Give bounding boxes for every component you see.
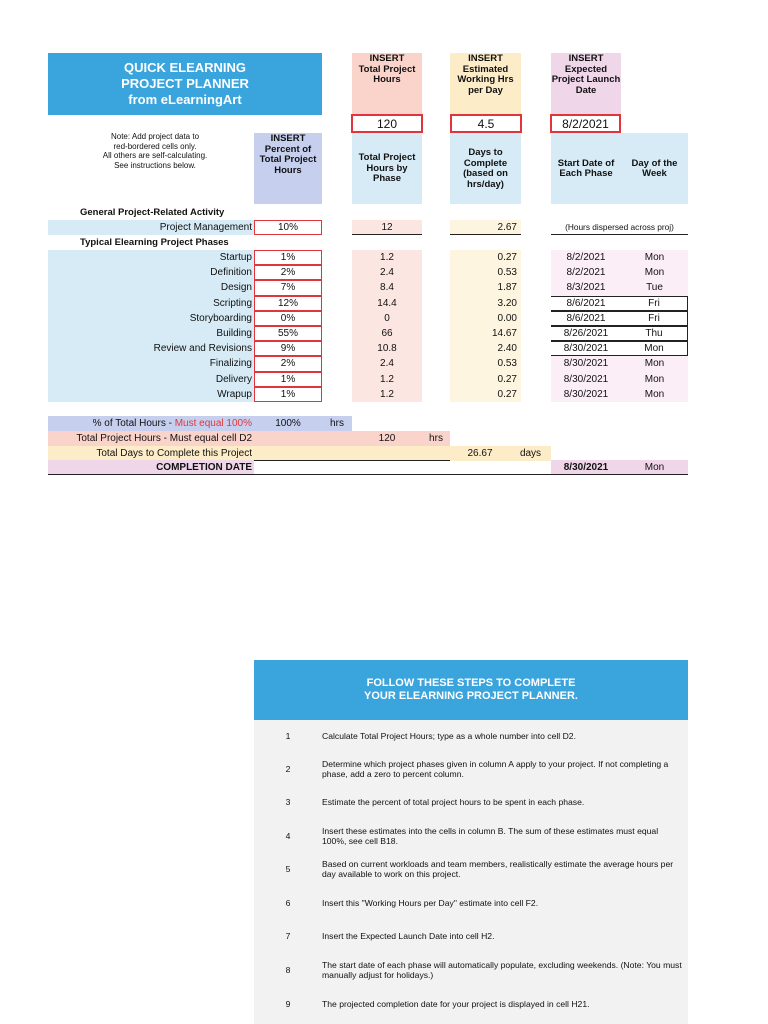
phase-hours: 2.4 <box>352 265 422 280</box>
phase-name: Delivery <box>48 372 254 387</box>
title-line-2: PROJECT PLANNER <box>121 76 249 91</box>
phase-day-of-week: Tue <box>621 280 688 295</box>
step-text: Insert this "Working Hours per Day" estimate into cell F2. <box>322 898 539 909</box>
step-text: Based on current workloads and team members, realistically estimate the average hours per day available to work on this project. <box>322 858 674 879</box>
phase-hours: 0 <box>352 311 422 326</box>
completion-day-of-week: Mon <box>621 460 688 475</box>
percent-input[interactable]: 1% <box>254 372 322 387</box>
summary-days-unit: days <box>510 446 551 461</box>
phase-day-of-week: Mon <box>621 356 688 371</box>
step-number: 1 <box>285 731 291 742</box>
launch-date-input[interactable]: 8/2/2021 <box>550 114 621 133</box>
phase-name: Design <box>48 280 254 295</box>
summary-percent-label: % of Total Hours - Must equal 100% <box>48 416 254 431</box>
table-row <box>48 311 688 326</box>
phase-name: Finalizing <box>48 356 254 371</box>
header-working-hours: INSERT Estimated Working Hrs per Day <box>450 53 521 115</box>
summary-days-row <box>48 446 688 461</box>
table-row <box>48 356 688 371</box>
step-text: Insert these estimates into the cells in column B. The sum of these estimates must equal 100%, see cell B18. <box>322 825 659 846</box>
phase-start-date: 8/3/2021 <box>551 280 621 295</box>
header-start-date: Start Date of Each Phase <box>551 133 621 204</box>
pm-note: (Hours dispersed across proj) <box>551 220 688 235</box>
phase-start-date: 8/26/2021 <box>551 326 621 341</box>
table-row <box>48 326 688 341</box>
phase-day-of-week: Thu <box>621 326 688 341</box>
phase-days: 0.27 <box>450 250 521 265</box>
summary-days-label: Total Days to Complete this Project <box>48 446 254 461</box>
phase-days: 2.40 <box>450 341 521 356</box>
phase-start-date: 8/2/2021 <box>551 265 621 280</box>
completion-date-value: 8/30/2021 <box>551 460 621 475</box>
steps-title: FOLLOW THESE STEPS TO COMPLETE YOUR ELEARNING PROJECT PLANNER. <box>254 660 688 720</box>
list-item <box>254 758 688 780</box>
list-item <box>254 825 688 847</box>
list-item <box>254 728 688 745</box>
phase-day-of-week: Mon <box>621 387 688 402</box>
list-item <box>254 959 688 981</box>
step-number: 8 <box>285 964 291 975</box>
percent-input[interactable]: 7% <box>254 280 322 295</box>
phase-day-of-week: Fri <box>621 311 688 326</box>
planner-title <box>48 53 322 115</box>
phase-hours: 1.2 <box>352 387 422 402</box>
note-text: Note: Add project data to red-bordered cells only. All others are self-calculating. See instructions below. <box>102 132 208 170</box>
phase-day-of-week: Mon <box>621 265 688 280</box>
phase-start-date: 8/6/2021 <box>551 311 621 326</box>
phase-start-date: 8/6/2021 <box>551 296 621 311</box>
table-row <box>48 296 688 311</box>
summary-percent-unit: hrs <box>322 416 352 431</box>
phase-days: 0.53 <box>450 265 521 280</box>
percent-input[interactable]: 12% <box>254 296 322 311</box>
phase-day-of-week: Mon <box>621 250 688 265</box>
step-number: 3 <box>285 797 291 808</box>
header-days-to-complete: Days to Complete (based on hrs/day) <box>450 133 521 204</box>
phase-hours: 14.4 <box>352 296 422 311</box>
step-text: Estimate the percent of total project hours to be spent in each phase. <box>322 797 585 808</box>
step-number: 6 <box>285 898 291 909</box>
table-row <box>48 372 688 387</box>
phase-day-of-week: Mon <box>621 341 688 356</box>
phase-day-of-week: Fri <box>621 296 688 311</box>
step-number: 7 <box>285 931 291 942</box>
header-day-of-week: Day of the Week <box>621 133 688 204</box>
phase-start-date: 8/30/2021 <box>551 356 621 371</box>
phase-name: Startup <box>48 250 254 265</box>
table-row <box>48 341 688 356</box>
list-item <box>254 858 688 880</box>
list-item <box>254 928 688 945</box>
total-hours-input[interactable]: 120 <box>351 114 423 133</box>
summary-hours-value: 120 <box>352 431 422 446</box>
steps-list <box>254 720 688 1024</box>
section-general-label: General Project-Related Activity <box>80 207 225 218</box>
percent-input[interactable]: 2% <box>254 265 322 280</box>
step-text: The projected completion date for your project is displayed in cell H21. <box>322 999 590 1010</box>
phase-days: 0.27 <box>450 387 521 402</box>
percent-input[interactable]: 55% <box>254 326 322 341</box>
phase-name: Storyboarding <box>48 311 254 326</box>
table-row <box>48 280 688 295</box>
phase-days: 0.53 <box>450 356 521 371</box>
table-row <box>48 265 688 280</box>
summary-percent-value: 100% <box>254 416 322 431</box>
header-launch-date: INSERT Expected Project Launch Date <box>551 53 621 115</box>
percent-input[interactable]: 1% <box>254 250 322 265</box>
percent-input[interactable]: 10% <box>254 220 322 235</box>
phase-days: 14.67 <box>450 326 521 341</box>
percent-input[interactable]: 2% <box>254 356 322 371</box>
completion-date-label: COMPLETION DATE <box>48 460 254 475</box>
summary-percent-warning: Must equal 100% <box>174 418 252 429</box>
step-text: Insert the Expected Launch Date into cell H2. <box>322 931 495 942</box>
header-percent: INSERT Percent of Total Project Hours <box>254 133 322 204</box>
list-item <box>254 895 688 912</box>
section-typical-label: Typical Elearning Project Phases <box>80 237 229 248</box>
title-line-1: QUICK ELEARNING <box>123 60 247 75</box>
summary-hours-row <box>48 431 688 446</box>
phase-hours: 1.2 <box>352 250 422 265</box>
table-row <box>48 250 688 265</box>
summary-hours-unit: hrs <box>422 431 450 446</box>
phase-day-of-week: Mon <box>621 372 688 387</box>
step-number: 2 <box>285 763 291 774</box>
step-number: 4 <box>285 830 291 841</box>
working-hours-input[interactable]: 4.5 <box>450 114 522 133</box>
phase-name: Scripting <box>48 296 254 311</box>
phase-start-date: 8/2/2021 <box>551 250 621 265</box>
phase-days: 3.20 <box>450 296 521 311</box>
phase-hours: 1.2 <box>352 372 422 387</box>
percent-input[interactable]: 0% <box>254 311 322 326</box>
step-number: 5 <box>285 863 291 874</box>
phase-start-date: 8/30/2021 <box>551 387 621 402</box>
summary-completion-row <box>48 460 688 475</box>
summary-days-value: 26.67 <box>450 446 510 461</box>
header-hours-by-phase: Total Project Hours by Phase <box>352 133 422 204</box>
phase-hours: 66 <box>352 326 422 341</box>
phase-days: 0.00 <box>450 311 521 326</box>
phase-name: Building <box>48 326 254 341</box>
phase-hours: 8.4 <box>352 280 422 295</box>
phase-hours: 12 <box>352 220 422 235</box>
header-total-project-hours: INSERT Total Project Hours <box>352 53 422 115</box>
percent-input[interactable]: 1% <box>254 387 322 402</box>
phase-name: Project Management <box>48 220 254 235</box>
list-item <box>254 996 688 1013</box>
step-text: Determine which project phases given in column A apply to your project. If not completing a phase, add a zero to percent column. <box>322 758 669 779</box>
percent-input[interactable]: 9% <box>254 341 322 356</box>
phase-days: 0.27 <box>450 372 521 387</box>
phase-hours: 10.8 <box>352 341 422 356</box>
phase-days: 2.67 <box>450 220 521 235</box>
phase-days: 1.87 <box>450 280 521 295</box>
step-text: Calculate Total Project Hours; type as a whole number into cell D2. <box>322 731 576 742</box>
table-row <box>48 387 688 402</box>
phase-start-date: 8/30/2021 <box>551 372 621 387</box>
phase-start-date: 8/30/2021 <box>551 341 621 356</box>
table-row <box>48 220 688 235</box>
step-number: 9 <box>285 999 291 1010</box>
list-item <box>254 794 688 811</box>
summary-percent-row <box>48 416 688 431</box>
title-line-3: from eLearningArt <box>128 92 242 107</box>
step-text: The start date of each phase will automatically populate, excluding weekends. (Note: You must manually adjust for holidays.) <box>322 959 682 980</box>
phase-name: Definition <box>48 265 254 280</box>
phase-name: Wrapup <box>48 387 254 402</box>
summary-hours-label: Total Project Hours - Must equal cell D2 <box>48 431 254 446</box>
phase-name: Review and Revisions <box>48 341 254 356</box>
phase-hours: 2.4 <box>352 356 422 371</box>
